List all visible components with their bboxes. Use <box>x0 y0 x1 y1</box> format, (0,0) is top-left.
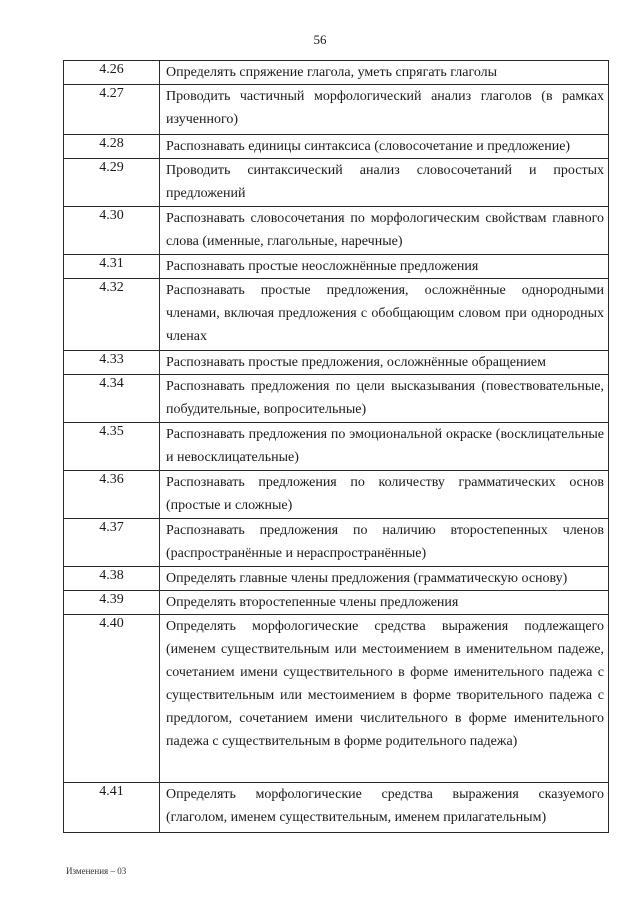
table-row <box>64 351 609 375</box>
table-row <box>64 135 609 159</box>
table-row <box>64 207 609 255</box>
row-text: Определять второстепенные члены предложения <box>160 591 609 615</box>
row-number: 4.28 <box>64 135 160 159</box>
row-text: Проводить синтаксический анализ словосочетаний и простых предложений <box>160 159 609 207</box>
row-number: 4.35 <box>64 423 160 471</box>
row-text: Распознавать простые неосложнённые предложения <box>160 255 609 279</box>
row-text: Распознавать предложения по цели высказывания (повествовательные, побудительные, вопросительные) <box>160 375 609 423</box>
table-row <box>64 615 609 783</box>
table-row <box>64 279 609 351</box>
row-text: Проводить частичный морфологический анализ глаголов (в рамках изученного) <box>160 85 609 135</box>
row-number: 4.34 <box>64 375 160 423</box>
row-number: 4.31 <box>64 255 160 279</box>
row-text: Определять главные члены предложения (грамматическую основу) <box>160 567 609 591</box>
row-number: 4.41 <box>64 783 160 833</box>
row-number: 4.33 <box>64 351 160 375</box>
table-row <box>64 471 609 519</box>
row-text: Распознавать простые предложения, осложнённые однородными членами, включая предложения с обобщающим словом при однородных членах <box>160 279 609 351</box>
table-row <box>64 567 609 591</box>
row-text: Определять морфологические средства выражения подлежащего (именем существительным или местоимением в именительном падеже, сочетанием имени существительного в форме именительного падежа с существительным или местоимением в форме творительного падежа с предлогом, сочетанием имени числительного в форме именительного падежа с существительным в форме родительного падежа) <box>160 615 609 783</box>
row-number: 4.30 <box>64 207 160 255</box>
table-row <box>64 591 609 615</box>
table-row <box>64 375 609 423</box>
row-number: 4.27 <box>64 85 160 135</box>
table-body <box>64 61 609 833</box>
row-text: Определять спряжение глагола, уметь спрягать глаголы <box>160 61 609 85</box>
row-text: Распознавать простые предложения, осложнённые обращением <box>160 351 609 375</box>
table-row <box>64 255 609 279</box>
table-row <box>64 159 609 207</box>
row-text: Распознавать предложения по количеству грамматических основ (простые и сложные) <box>160 471 609 519</box>
page-number: 56 <box>313 32 327 47</box>
row-number: 4.26 <box>64 61 160 85</box>
row-number: 4.32 <box>64 279 160 351</box>
row-text: Распознавать словосочетания по морфологическим свойствам главного слова (именные, глагольные, наречные) <box>160 207 609 255</box>
row-text: Распознавать предложения по наличию второстепенных членов (распространённые и нераспространённые) <box>160 519 609 567</box>
row-number: 4.37 <box>64 519 160 567</box>
row-text: Распознавать единицы синтаксиса (словосочетание и предложение) <box>160 135 609 159</box>
row-number: 4.38 <box>64 567 160 591</box>
table-row <box>64 85 609 135</box>
row-number: 4.39 <box>64 591 160 615</box>
requirements-table <box>63 60 609 833</box>
table-row <box>64 783 609 833</box>
row-number: 4.40 <box>64 615 160 783</box>
table-row <box>64 61 609 85</box>
row-number: 4.29 <box>64 159 160 207</box>
row-text: Распознавать предложения по эмоциональной окраске (восклицательные и невосклицательные) <box>160 423 609 471</box>
row-text: Определять морфологические средства выражения сказуемого (глаголом, именем существительным, именем прилагательным) <box>160 783 609 833</box>
table-row <box>64 519 609 567</box>
table-row <box>64 423 609 471</box>
revision-note: Изменения – 03 <box>66 866 127 876</box>
row-number: 4.36 <box>64 471 160 519</box>
